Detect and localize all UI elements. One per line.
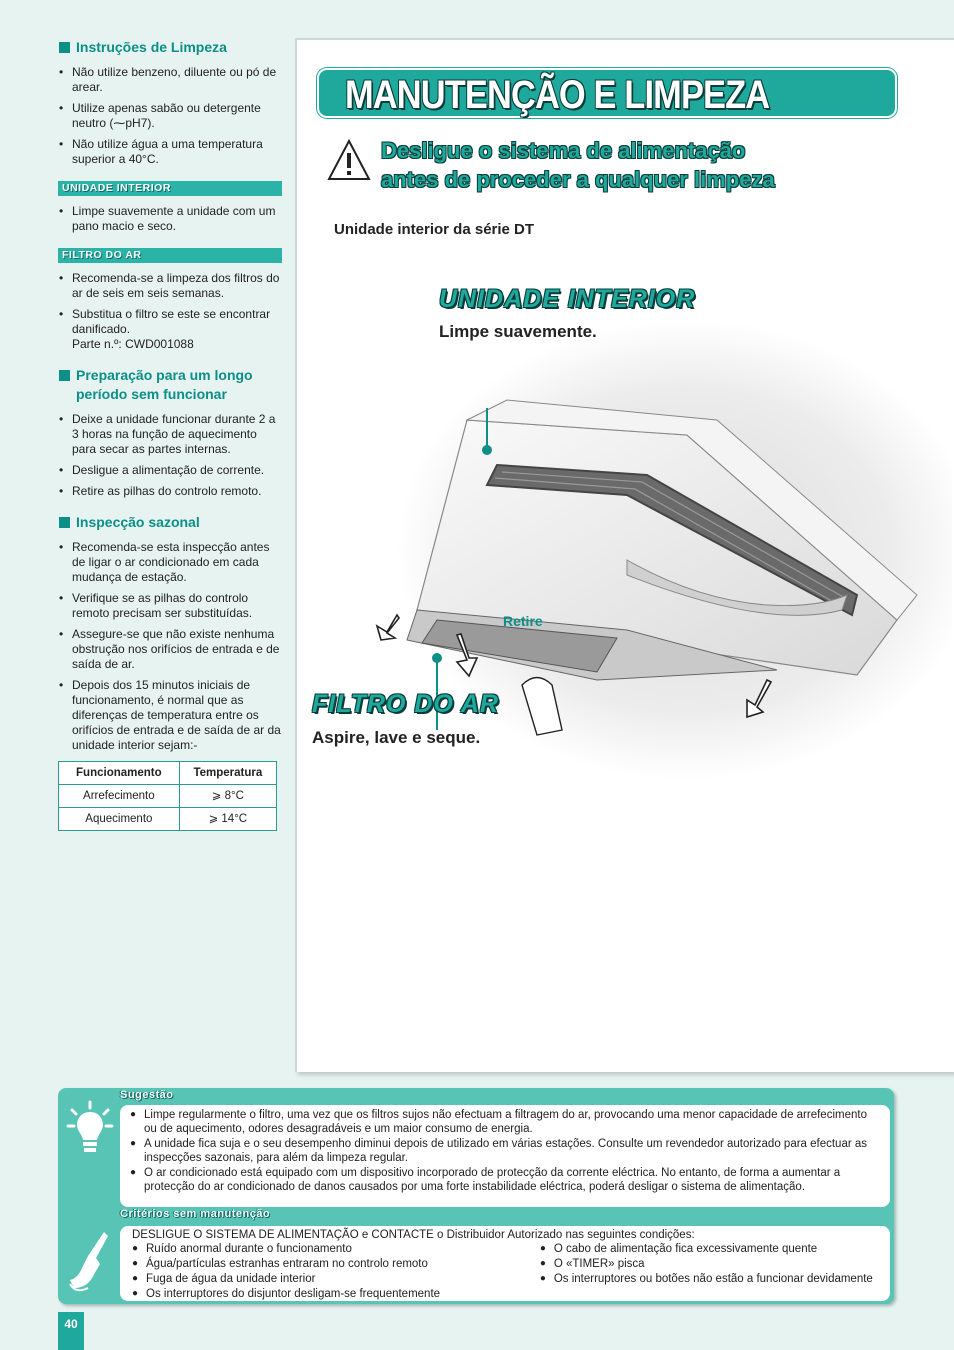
- filter-replace-text: Substitua o filtro se este se encontrar danificado.: [72, 307, 271, 336]
- page-number: 40: [58, 1312, 84, 1350]
- list-item: ● O ar condicionado está equipado com um dispositivo incorporado de protecção da corrente eléctrica. No entanto, de forma a aumentar a protecção do ar condicionado de danos causados por uma forte instabilidade eléctrica, poderá desligar o sistema de alimentação.: [130, 1166, 878, 1194]
- table-cell: ⩾ 14°C: [179, 808, 276, 831]
- suggestion-list: [130, 1108, 878, 1194]
- hand-icon: [66, 1228, 114, 1294]
- series-caption: Unidade interior da série DT: [334, 221, 535, 238]
- table-row: [59, 785, 277, 808]
- list-item: ● Os interruptores do disjuntor desligam-se frequentemente: [132, 1287, 540, 1301]
- criteria-list-right: [540, 1242, 878, 1302]
- air-filter-instruction: Aspire, lave e seque.: [312, 728, 481, 747]
- criteria-label: Critérios sem manutenção: [120, 1208, 271, 1220]
- list-item: • Deixe a unidade funcionar durante 2 a 3 horas na função de aquecimento para secar as partes internas.: [58, 412, 282, 457]
- main-panel: [295, 38, 954, 1072]
- page-title: MANUTENÇÃO E LIMPEZA: [345, 73, 770, 117]
- tips-box: [58, 1088, 894, 1304]
- list-item: ● Os interruptores ou botões não estão a funcionar devidamente: [540, 1272, 878, 1286]
- air-filter-band: FILTRO DO AR: [58, 248, 282, 263]
- list-item: ● Ruído anormal durante o funcionamento: [132, 1242, 540, 1256]
- air-filter-heading: FILTRO DO AR: [312, 690, 499, 718]
- criteria-intro: DESLIGUE O SISTEMA DE ALIMENTAÇÃO e CONTACTE o Distribuidor Autorizado nas seguintes condições:: [132, 1229, 695, 1241]
- list-item: ● O cabo de alimentação fica excessivamente quente: [540, 1242, 878, 1256]
- indoor-unit-band: UNIDADE INTERIOR: [58, 181, 282, 196]
- list-item: • Assegure-se que não existe nenhuma obstrução nos orifícios de entrada e de saída de ar.: [58, 627, 282, 672]
- part-number: Parte n.º: CWD001088: [72, 337, 194, 351]
- air-filter-list: [58, 271, 282, 352]
- table-header: Funcionamento: [59, 762, 180, 785]
- title-bar: [317, 68, 897, 118]
- list-item: ● Limpe regularmente o filtro, uma vez que os filtros sujos não efectuam a filtragem do ar, provocando uma menor capacidade de arrefecimento ou de aquecimento, odores desagradáveis e um maior consumo de energia.: [130, 1108, 878, 1136]
- list-item: [58, 307, 282, 352]
- suggestion-label: Sugestão: [120, 1089, 174, 1101]
- list-item: • Recomenda-se a limpeza dos filtros do ar de seis em seis semanas.: [58, 271, 282, 301]
- list-item: ● Água/partículas estranhas entraram no controlo remoto: [132, 1257, 540, 1271]
- list-item: • Não utilize água a uma temperatura superior a 40°C.: [58, 137, 282, 167]
- remove-label: Retire: [503, 613, 543, 629]
- indoor-unit-list: [58, 204, 282, 234]
- filter-leader-dot: [432, 653, 442, 663]
- left-column: [58, 38, 282, 831]
- warning-line-2: antes de proceder a qualquer limpeza: [381, 167, 775, 192]
- temperature-table: [58, 761, 277, 831]
- list-item: ● Fuga de água da unidade interior: [132, 1272, 540, 1286]
- table-row: [59, 808, 277, 831]
- list-item: • Não utilize benzeno, diluente ou pó de arear.: [58, 65, 282, 95]
- table-header-row: [59, 762, 277, 785]
- indoor-unit-heading: UNIDADE INTERIOR: [439, 285, 696, 313]
- criteria-list-left: [132, 1242, 540, 1302]
- table-cell: Arrefecimento: [59, 785, 180, 808]
- cleaning-instructions-heading: Instruções de Limpeza: [58, 38, 282, 57]
- list-item: ● O «TIMER» pisca: [540, 1257, 878, 1271]
- indoor-leader-dot: [482, 445, 492, 455]
- long-period-heading: Preparação para um longo período sem funcionar: [58, 366, 282, 404]
- table-header: Temperatura: [179, 762, 276, 785]
- list-item: • Retire as pilhas do controlo remoto.: [58, 484, 282, 499]
- list-item: • Verifique se as pilhas do controlo remoto precisam ser substituídas.: [58, 591, 282, 621]
- criteria-box: [120, 1226, 890, 1301]
- list-item: • Utilize apenas sabão ou detergente neutro (⁓pH7).: [58, 101, 282, 131]
- long-period-list: [58, 412, 282, 499]
- table-cell: Aquecimento: [59, 808, 180, 831]
- indoor-unit-instruction: Limpe suavemente.: [439, 322, 597, 341]
- table-cell: ⩾ 8°C: [179, 785, 276, 808]
- list-item: • Desligue a alimentação de corrente.: [58, 463, 282, 478]
- lightbulb-icon: [66, 1100, 114, 1156]
- list-item: • Depois dos 15 minutos iniciais de funcionamento, é normal que as diferenças de temperatura entre os orifícios de entrada e de saída de ar da unidade interior sejam:-: [58, 678, 282, 753]
- criteria-columns: [132, 1242, 878, 1302]
- suggestion-box: [120, 1105, 890, 1207]
- seasonal-inspection-heading: Inspecção sazonal: [58, 513, 282, 532]
- list-item: • Recomenda-se esta inspecção antes de ligar o ar condicionado em cada mudança de estação.: [58, 540, 282, 585]
- power-off-warning: [381, 136, 921, 194]
- warning-line-1: Desligue o sistema de alimentação: [381, 138, 746, 163]
- list-item: ● A unidade fica suja e o seu desempenho diminui depois de utilizado em várias estações. Consulte um revendedor autorizado para efectuar as inspecções sazonais, para além da limpeza regular.: [130, 1137, 878, 1165]
- list-item: • Limpe suavemente a unidade com um pano macio e seco.: [58, 204, 282, 234]
- seasonal-inspection-list: [58, 540, 282, 753]
- cleaning-instructions-list: [58, 65, 282, 167]
- warning-icon: [327, 138, 371, 182]
- arrow-icon: [377, 615, 399, 640]
